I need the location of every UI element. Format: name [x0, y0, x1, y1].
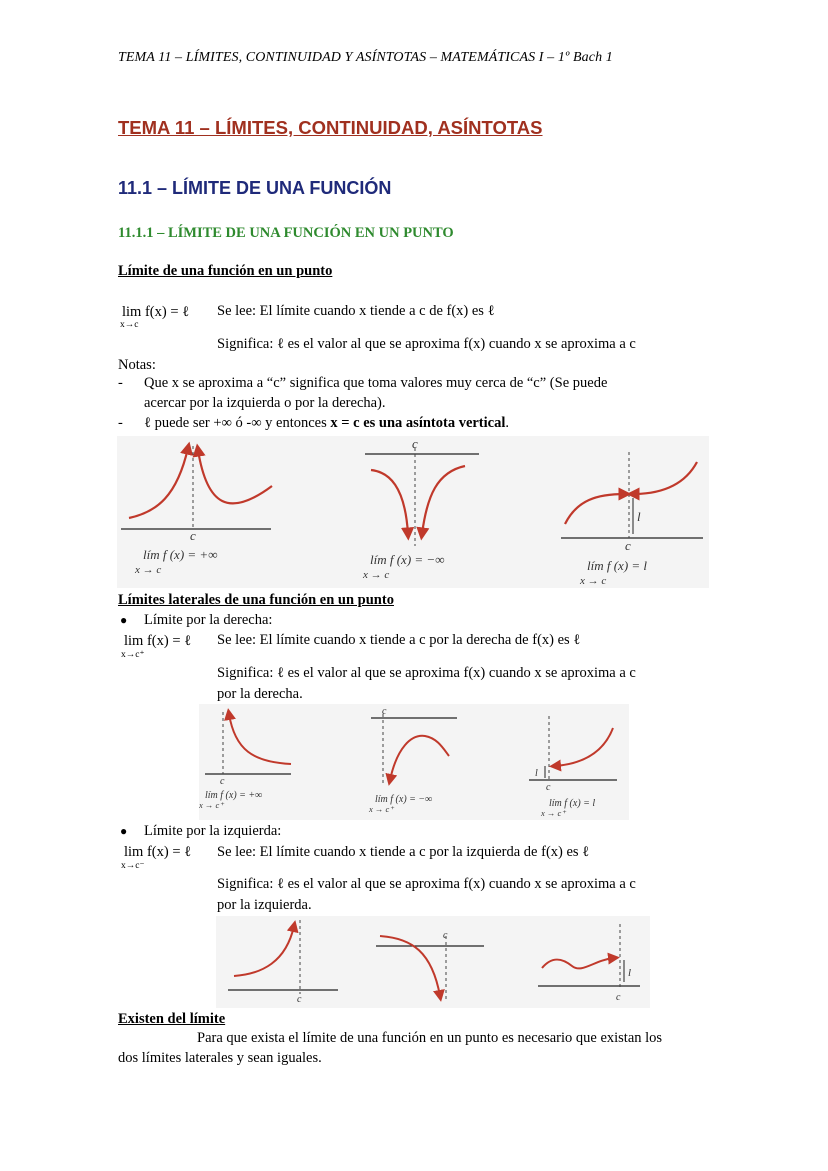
izquierda-label: Límite por la izquierda:: [144, 823, 282, 839]
label-c: c: [625, 538, 631, 553]
nota2: ℓ puede ser +∞ ó -∞ y entonces x = c es una asíntota vertical.: [144, 415, 510, 431]
label-c: c: [443, 930, 448, 941]
izquierda-significa-1: Significa: ℓ es el valor al que se aproxima f(x) cuando x se aproxima a c: [217, 876, 636, 892]
caption-3: lím f (x) = l: [587, 558, 648, 573]
derecha-formula-sub: x→c⁺: [121, 650, 145, 660]
label-l: l: [535, 768, 538, 779]
bullet: ●: [120, 613, 128, 627]
derecha-label: Límite por la derecha:: [144, 612, 273, 628]
caption-right-2: lím f (x) = −∞: [375, 794, 433, 805]
label-l: l: [628, 967, 632, 979]
limit-formula: lim f(x) = ℓ: [122, 304, 190, 320]
label-c: c: [382, 706, 387, 717]
graph-minus-infinity: [362, 436, 479, 581]
graph-plus-infinity: [121, 446, 272, 576]
label-c: c: [190, 528, 196, 543]
limit-formula-sub: x→c: [120, 320, 139, 330]
caption-right-3-sub: x → c⁺: [541, 808, 566, 818]
izquierda-se-lee: Se lee: El límite cuando x tiende a c por la izquierda de f(x) es ℓ: [217, 844, 590, 860]
caption-right-1-sub: x → c⁺: [199, 800, 224, 810]
label-c: c: [220, 776, 225, 787]
graph-finite-limit: [561, 452, 703, 587]
existencia-line2: dos límites laterales y sean iguales.: [118, 1050, 322, 1066]
label-c: c: [297, 994, 302, 1005]
graph-right-plus-infinity: [199, 712, 291, 810]
nota-dash: -: [118, 415, 123, 431]
figure-limits-point: [117, 436, 709, 588]
derecha-significa-1: Significa: ℓ es el valor al que se aproxima f(x) cuando x se aproxima a c: [217, 665, 636, 681]
figure-left-limits: [216, 916, 650, 1008]
nota1-line2: acercar por la izquierda o por la derecha).: [144, 395, 386, 411]
se-lee-text: Se lee: El límite cuando x tiende a c de f(x) es ℓ: [217, 303, 495, 319]
graph-left-plus-infinity: [228, 920, 338, 1005]
caption-right-1: lím f (x) = +∞: [205, 790, 263, 801]
derecha-significa-2: por la derecha.: [217, 686, 303, 702]
laterales-heading: Límites laterales de una función en un punto: [118, 592, 394, 608]
izquierda-significa-2: por la izquierda.: [217, 897, 312, 913]
notas-label: Notas:: [118, 357, 156, 373]
caption-3-sub: x → c: [580, 575, 607, 587]
limite-punto-heading: Límite de una función en un punto: [118, 263, 333, 279]
izquierda-formula: lim f(x) = ℓ: [124, 844, 192, 860]
graph-right-minus-infinity: [368, 706, 457, 814]
graph-left-minus-infinity: [376, 930, 484, 1000]
page-header: TEMA 11 – LÍMITES, CONTINUIDAD Y ASÍNTOTAS – MATEMÁTICAS I – 1º Bach 1: [118, 50, 613, 65]
significa-text: Significa: ℓ es el valor al que se aproxima f(x) cuando x se aproxima a c: [217, 336, 636, 352]
bullet: ●: [120, 824, 128, 838]
subsection-heading: 11.1.1 – LÍMITE DE UNA FUNCIÓN EN UN PUNTO: [118, 225, 454, 241]
caption-2: lím f (x) = −∞: [370, 552, 445, 567]
existencia-heading: Existen del límite: [118, 1011, 226, 1027]
label-c: c: [616, 992, 621, 1003]
figure-right-limits: [199, 704, 629, 820]
nota-dash: -: [118, 375, 123, 391]
graph-right-finite: [529, 716, 617, 818]
caption-2-sub: x → c: [363, 569, 390, 581]
caption-1-sub: x → c: [135, 564, 162, 576]
caption-1: lím f (x) = +∞: [143, 547, 218, 562]
asintota-vertical-bold: x = c es una asíntota vertical: [330, 415, 506, 431]
label-c: c: [412, 436, 418, 451]
label-c: c: [546, 782, 551, 793]
label-l: l: [637, 509, 641, 524]
page-title: TEMA 11 – LÍMITES, CONTINUIDAD, ASÍNTOTAS: [118, 117, 543, 138]
graph-left-finite: [538, 924, 640, 1003]
caption-right-2-sub: x → c⁺: [369, 804, 394, 814]
derecha-se-lee: Se lee: El límite cuando x tiende a c por la derecha de f(x) es ℓ: [217, 632, 581, 648]
caption-right-3: lím f (x) = l: [549, 798, 596, 809]
existencia-line1: Para que exista el límite de una función en un punto es necesario que existan los: [197, 1030, 663, 1046]
section-heading: 11.1 – LÍMITE DE UNA FUNCIÓN: [118, 178, 392, 198]
derecha-formula: lim f(x) = ℓ: [124, 633, 192, 649]
nota1-line1: Que x se aproxima a “c” significa que toma valores muy cerca de “c” (Se puede: [144, 375, 608, 391]
izquierda-formula-sub: x→c⁻: [121, 861, 145, 871]
